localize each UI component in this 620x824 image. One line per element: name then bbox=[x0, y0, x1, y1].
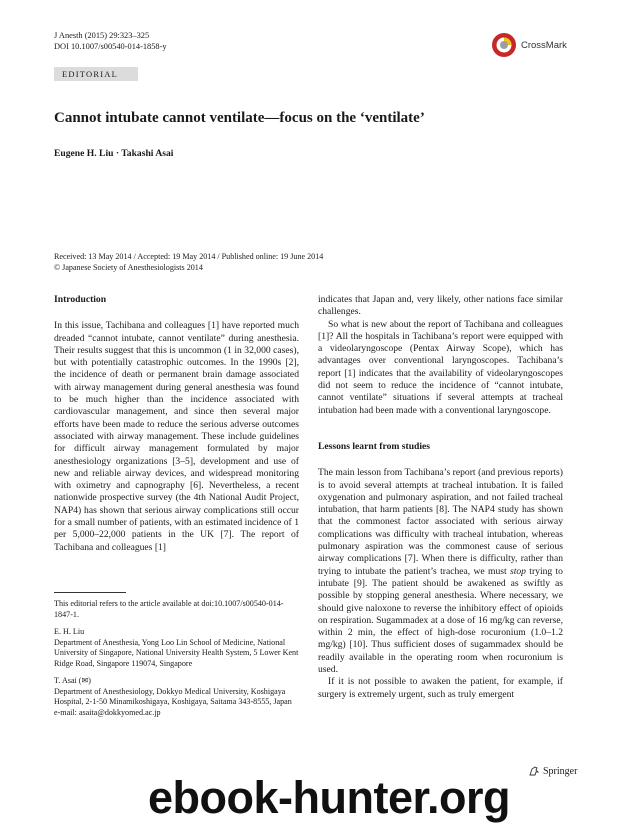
springer-horse-icon bbox=[528, 765, 540, 777]
introduction-paragraph: In this issue, Tachibana and colleagues [1] have reported much dreaded “cannot intubate, cannot ventilate” during anesthesia. Their results suggest that this is uncommon (1 in 32,000 cases), but with potentially catastrophic outcomes. In the 1990s [2], the incidence of death or permanent brain damage associated with airway management during general anesthesia was found to be much higher than the incidence associated with cardiovascular management, and since then several major efforts have been made to reduce the serious adverse outcomes associated with airway management. These include guidelines for difficult airway management formulated by major anesthesiology organizations [3–5], development and use of new and reliable airway devices, and widespread monitoring with oximetry and capnography [6]. Nevertheless, a recent nationwide prospective survey (the 4th National Audit Project, NAP4) has shown that serious airway complications still occur for a small number of patients, with an estimated incidence of 1 per 5,000–22,000 patients in the UK [7]. The report of Tachibana and colleagues [1] bbox=[54, 320, 299, 553]
section-tag: EDITORIAL bbox=[54, 67, 138, 81]
journal-citation bbox=[54, 30, 167, 52]
lessons-heading: Lessons learnt from studies bbox=[318, 440, 431, 452]
publisher-logo bbox=[528, 765, 577, 777]
right-paragraph-2: So what is new about the report of Tachibana and colleagues [1]? All the hospitals in Tachibana’s report were equipped with a videolaryngoscope (Pentax Airway Scope), which has advantages over conventional laryngoscopes. Tachibana’s report [1] indicates that the availability of videolaryngoscopes did not seem to reduce the incidence of “cannot intubate, cannot ventilate” situations if several attempts at tracheal intubation had been made with a conventional laryngoscope. bbox=[318, 318, 563, 416]
author1-affiliation: Department of Anesthesia, Yong Loo Lin School of Medicine, National University of Singapore, National University Health System, 5 Lower Kent Ridge Road, Singapore 119074, Singapore bbox=[54, 637, 299, 668]
article-title: Cannot intubate cannot ventilate—focus on the ‘ventilate’ bbox=[54, 110, 425, 126]
author1-name: E. H. Liu bbox=[54, 627, 85, 636]
author2-name: T. Asai (✉) bbox=[54, 676, 91, 685]
article-authors: Eugene H. Liu · Takashi Asai bbox=[54, 148, 174, 159]
doi-line: DOI 10.1007/s00540-014-1858-y bbox=[54, 42, 167, 51]
related-doi-link[interactable]: 10.1007/s00540-014-1847-1 bbox=[54, 599, 284, 619]
crossmark-icon bbox=[491, 32, 517, 58]
dates-line: Received: 13 May 2014 / Accepted: 19 May 2014 / Published online: 19 June 2014 bbox=[54, 252, 324, 261]
crossmark-label: CrossMark bbox=[521, 39, 567, 51]
author2-email[interactable]: e-mail: asaita@dokkyomed.ac.jp bbox=[54, 707, 161, 717]
author2-affiliation: Department of Anesthesiology, Dokkyo Medical University, Koshigaya Hospital, 2-1-50 Minamikoshigaya, Koshigaya, Saitama 343-8555, Japan bbox=[54, 686, 292, 706]
right-column bbox=[318, 294, 563, 701]
article-dates bbox=[54, 251, 323, 273]
crossmark-badge[interactable] bbox=[491, 31, 575, 59]
journal-line: J Anesth (2015) 29:323–325 bbox=[54, 31, 150, 40]
left-column bbox=[54, 294, 299, 554]
copyright-line: © Japanese Society of Anesthesiologists 2014 bbox=[54, 263, 203, 272]
watermark: ebook-hunter.org bbox=[148, 772, 510, 823]
footnote-divider bbox=[54, 592, 126, 593]
right-paragraph-1: indicates that Japan and, very likely, other nations face similar challenges. bbox=[318, 294, 563, 318]
introduction-heading: Introduction bbox=[54, 294, 107, 305]
related-article-note: This editorial refers to the article available at doi:10.1007/s00540-014-1847-1. bbox=[54, 599, 284, 619]
lessons-paragraph-1: The main lesson from Tachibana’s report (and previous reports) is to avoid several attempts at tracheal intubation. It is failed oxygenation and pulmonary aspiration, and not failed tracheal intubation, that harm patients [8]. The NAP4 study has shown that the commonest factor associated with serious airway complications was difficulty with tracheal intubation, whereas pulmonary aspiration was the commonest cause of serious airway complications [7]. When there is difficulty, rather than trying to intubate the patient’s trachea, we must stop trying to intubate [9]. The patient should be awakened as swiftly as possible by stopping general anesthesia. Where necessary, we should give naloxone to reverse the inhibitory effect of opioids on respiration. Sugammadex at a dose of 16 mg/kg can reverse, within 2 min, the effect of high-dose rocuronium (1.0–1.2 mg/kg) [10]. Thus sufficient doses of sugammadex should be readily available in the operating room when rocuronium is used. bbox=[318, 467, 563, 676]
lessons-paragraph-2: If it is not possible to awaken the patient, for example, if surgery is extremely urgent, such as truly emergent bbox=[318, 676, 563, 700]
footnotes bbox=[54, 599, 300, 718]
publisher-name: Springer bbox=[543, 765, 578, 777]
